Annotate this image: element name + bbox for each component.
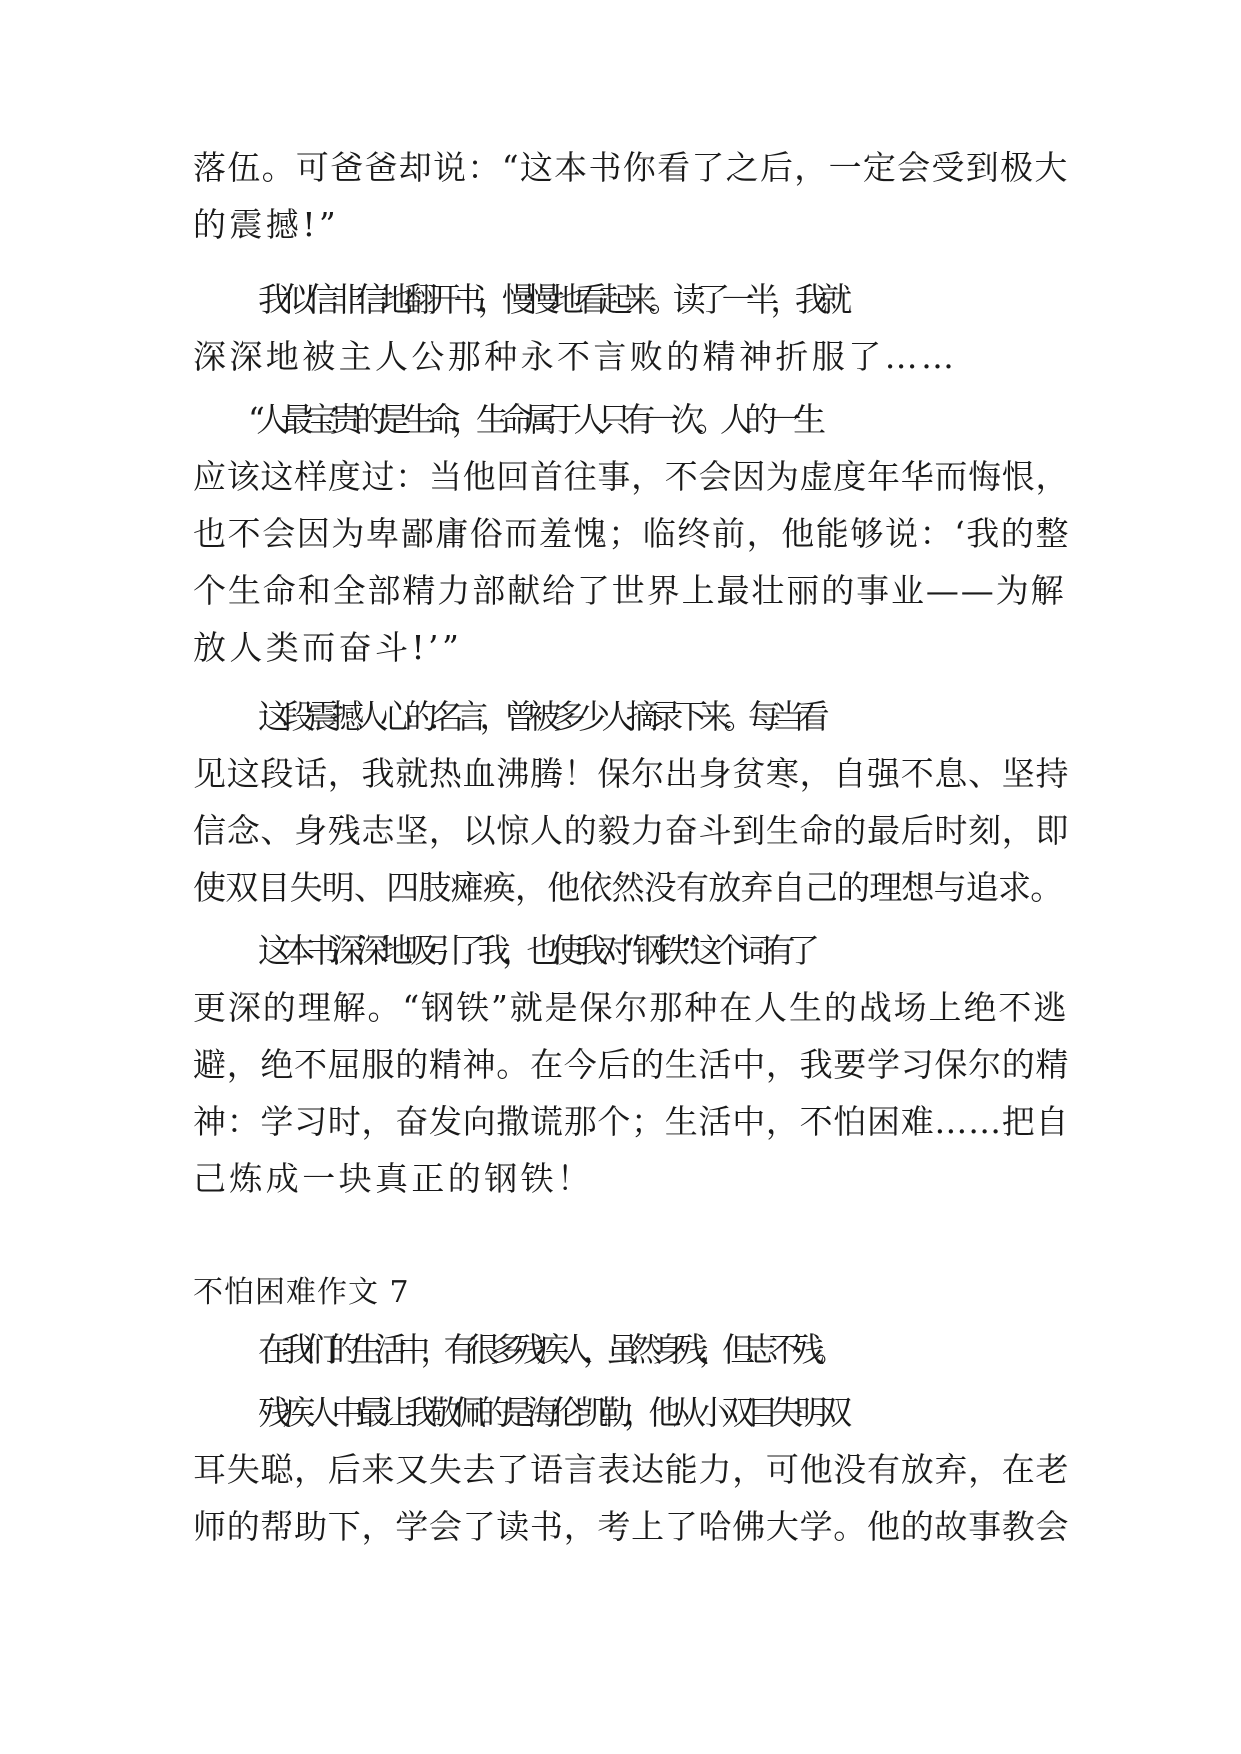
text-line: 这段震撼人心的.名言，曾被多少人摘录下来。每当看	[258, 697, 822, 736]
text-line: 在我们的生活中，有很多残疾人，虽然身残，但志不残。	[258, 1330, 839, 1369]
text-line: 落伍。可爸爸却说：“这本书你看了之后，一定会受到极大	[193, 148, 1069, 187]
text-line: 的震撼!”	[193, 205, 340, 244]
section-heading: 不怕困难作文 7	[193, 1275, 410, 1310]
text-line: 使双目失明、四肢瘫痪，他依然没有放弃自己的理想与追求。	[193, 868, 1063, 907]
text-line: 己炼成一块真正的钢铁！	[193, 1159, 594, 1198]
text-line: 见这段话，我就热血沸腾！保尔出身贫寒，自强不息、坚持	[193, 754, 1070, 793]
text-line: 神：学习时，奋发向撒谎那个；生活中，不怕困难……把自	[193, 1102, 1070, 1141]
text-line: 残疾人中最让我敬佩的是海伦凯勒，他从小双目失明双	[258, 1393, 844, 1432]
text-line: 我似信非信地翻开书，慢慢地看起来。读了一半，我就	[258, 280, 844, 319]
text-line: 信念、身残志坚，以惊人的毅力奋斗到生命的最后时刻，即	[193, 811, 1070, 850]
text-line: 个生命和全部精力部献给了世界上最壮丽的事业——为解	[193, 571, 1066, 610]
text-line: 深深地被主人公那种永不言败的精神折服了……	[193, 337, 958, 376]
text-line: 这本书深深地吸引了我，也使我对“钢铁”这个词有了	[258, 931, 812, 970]
text-line: 耳失聪，后来又失去了语言表达能力，可他没有放弃，在老	[193, 1450, 1070, 1489]
text-line: 放人类而奋斗!’”	[193, 628, 463, 667]
text-line: 避，绝不屈服的精神。在今后的生活中，我要学习保尔的精	[193, 1045, 1070, 1084]
text-line: 应该这样度过：当他回首往事，不会因为虚度年华而悔恨，	[193, 457, 1070, 496]
text-line: 也不会因为卑鄙庸俗而羞愧；临终前，他能够说：‘我的整	[193, 514, 1071, 553]
text-line: 师的帮助下，学会了读书，考上了哈佛大学。他的故事教会	[193, 1507, 1070, 1546]
text-line: 更深的理解。“钢铁”就是保尔那种在人生的战场上绝不逃	[193, 988, 1069, 1027]
text-line: “人最宝贵的是生命，生命属于人只有一次。人的一生	[248, 400, 818, 439]
